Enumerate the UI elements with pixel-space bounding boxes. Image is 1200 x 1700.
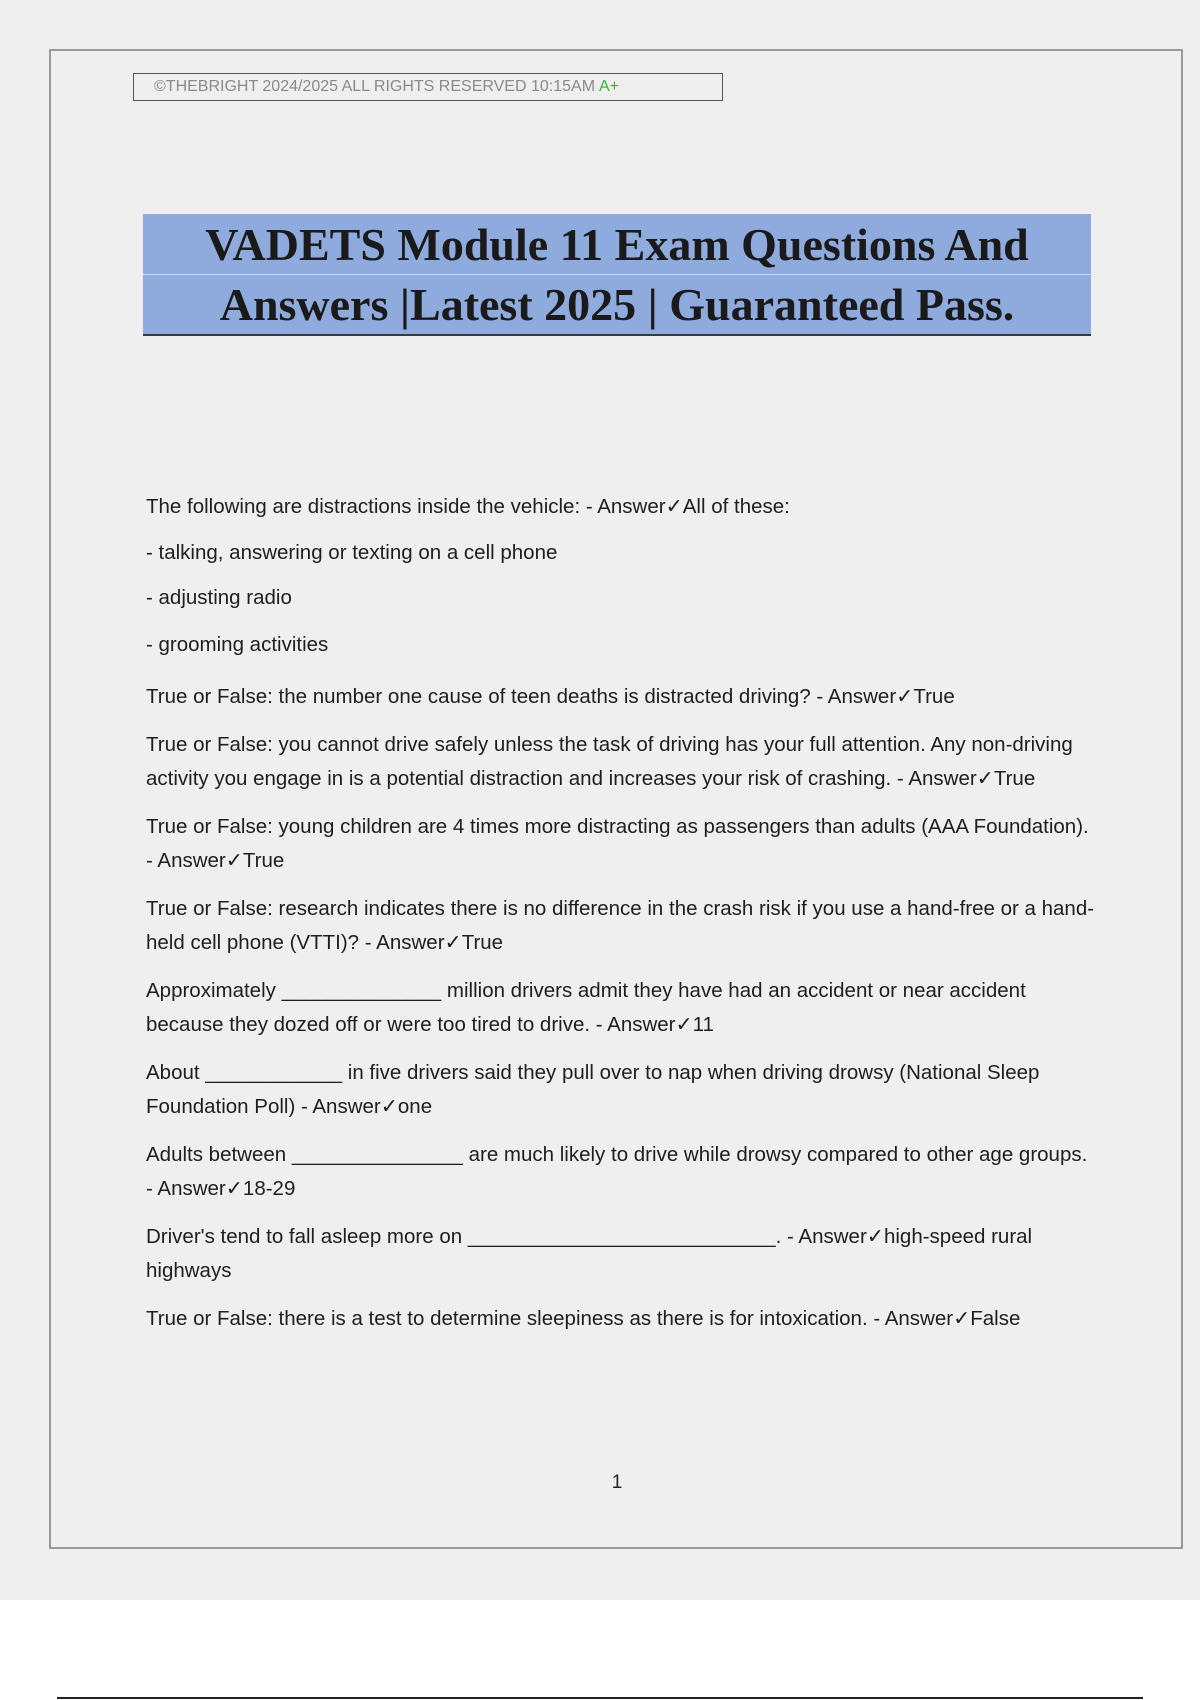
qa-paragraph: True or False: young children are 4 times more distracting as passengers than adults (AAA Foundation). - Answer✓True (146, 815, 1089, 872)
qa-paragraph: True or False: you cannot drive safely unless the task of driving has your full attention. Any non-driving activity you engage in is a potential distraction and increases your risk of crashing. - Answer✓True (146, 733, 1073, 790)
qa-paragraph: Approximately ______________ million drivers admit they have had an accident or near accident because they dozed off or were too tired to drive. - Answer✓11 (146, 979, 1026, 1036)
qa-paragraph: About ____________ in five drivers said they pull over to nap when driving drowsy (National Sleep Foundation Poll) - Answer✓one (146, 1061, 1040, 1118)
qa-paragraph: - grooming activities (146, 633, 329, 656)
title-line-2: Answers |Latest 2025 | Guaranteed Pass. (219, 279, 1015, 330)
qa-paragraph: The following are distractions inside the vehicle: - Answer✓All of these: (146, 495, 790, 518)
qa-paragraph: - adjusting radio (146, 586, 292, 609)
grade-badge: A+ (599, 78, 620, 95)
bottom-rule (57, 1697, 1143, 1699)
document-title-box (143, 214, 1091, 336)
copyright-banner (133, 73, 723, 101)
title-divider (143, 274, 1091, 275)
qa-content (146, 490, 1096, 1336)
copyright-text: ©THEBRIGHT 2024/2025 ALL RIGHTS RESERVED 10:15AM (154, 78, 596, 95)
qa-paragraph: True or False: research indicates there is no difference in the crash risk if you use a hand-free or a hand-held cell phone (VTTI)? - Answer✓True (146, 897, 1095, 954)
qa-paragraph: Adults between _______________ are much likely to drive while drowsy compared to other age groups. - Answer✓18-29 (146, 1143, 1088, 1200)
qa-paragraph: - talking, answering or texting on a cell phone (146, 541, 558, 564)
qa-paragraph: True or False: there is a test to determine sleepiness as there is for intoxication. - Answer✓False (146, 1307, 1021, 1330)
qa-paragraph: Driver's tend to fall asleep more on ___________________________. - Answer✓high-speed rural highways (146, 1225, 1033, 1282)
qa-paragraph: True or False: the number one cause of teen deaths is distracted driving? - Answer✓True (146, 685, 955, 708)
page-number: 1 (611, 1472, 623, 1493)
title-line-1: VADETS Module 11 Exam Questions And (205, 219, 1029, 270)
